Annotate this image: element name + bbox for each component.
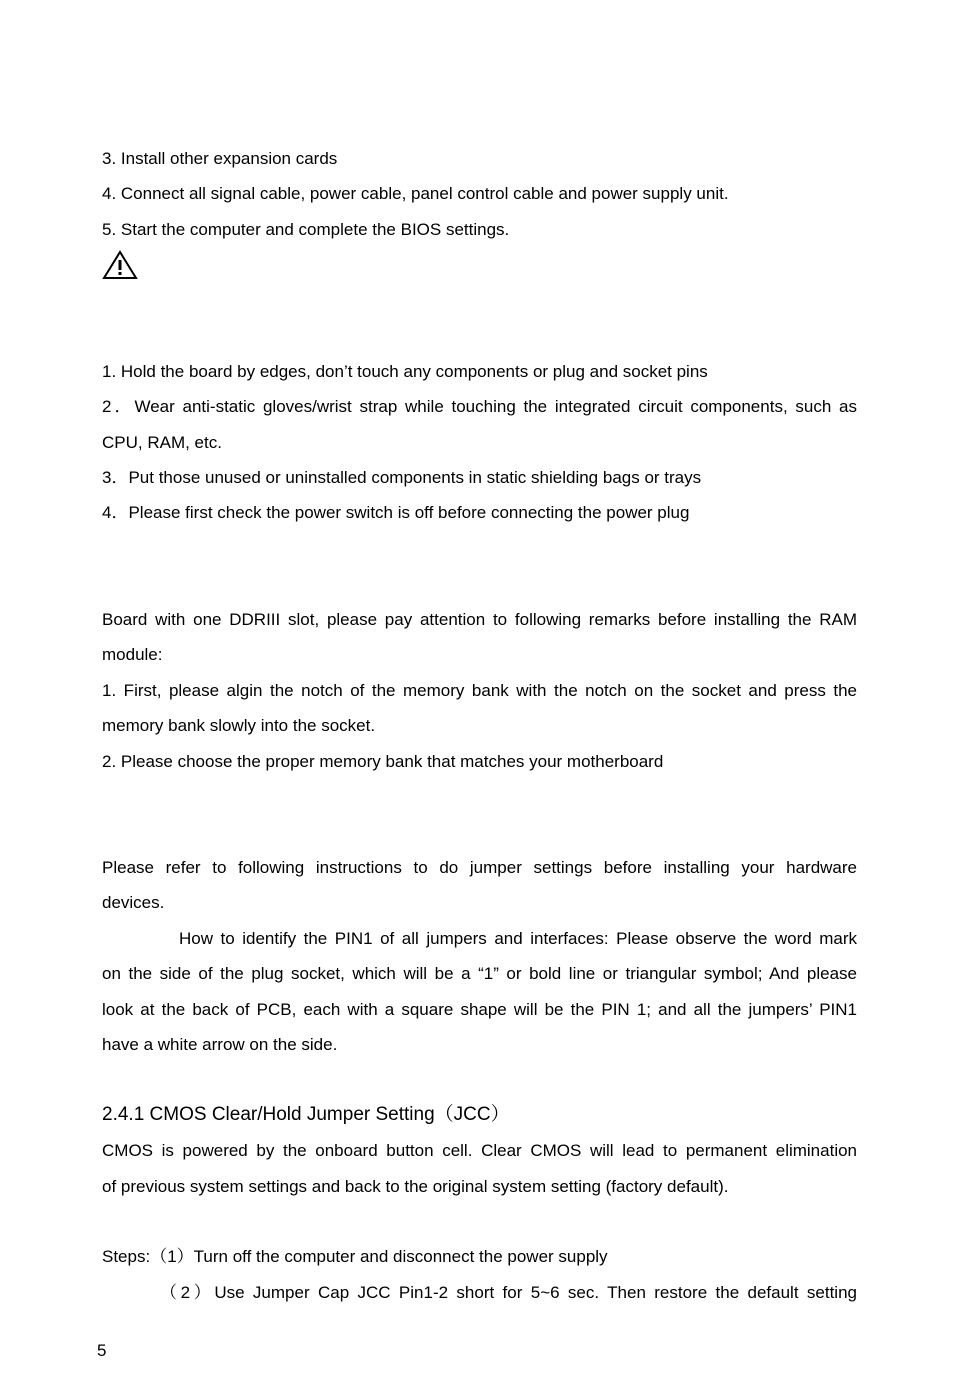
step-3-text: 3. Install other expansion cards xyxy=(102,149,338,168)
memory-step-2: 2. Please choose the proper memory bank that matches your motherboard xyxy=(102,752,664,771)
caution-item-2-cont: CPU, RAM, etc. xyxy=(102,433,222,452)
caution-item-1: 1. Hold the board by edges, don’t touch any components or plug and socket pins xyxy=(102,362,708,381)
step-5-text: 5. Start the computer and complete the BIOS settings. xyxy=(102,220,510,239)
memory-step-1-cont: memory bank slowly into the socket. xyxy=(102,716,376,735)
step-4-text: 4. Connect all signal cable, power cable, panel control cable and power supply unit. xyxy=(102,184,729,203)
cmos-para-1: CMOS is powered by the onboard button cell. Clear CMOS will lead to permanent elimination xyxy=(102,1141,857,1160)
memory-intro-cont: module: xyxy=(102,645,163,664)
caution-item-4: 4．Please first check the power switch is off before connecting the power plug xyxy=(102,503,690,522)
pin1-para-4: have a white arrow on the side. xyxy=(102,1035,338,1054)
cmos-para-2: of previous system settings and back to the original system setting (factory default). xyxy=(102,1177,729,1196)
jumper-intro: Please refer to following instructions to do jumper settings before installing your hardware xyxy=(102,858,857,877)
memory-intro: Board with one DDRIII slot, please pay attention to following remarks before installing the RAM xyxy=(102,610,857,629)
cmos-step-1: Steps:（1）Turn off the computer and disconnect the power supply xyxy=(102,1247,608,1266)
section-heading-cmos: 2.4.1 CMOS Clear/Hold Jumper Setting（JCC） xyxy=(102,1104,510,1125)
caution-item-2: 2．Wear anti-static gloves/wrist strap while touching the integrated circuit components, such as xyxy=(102,397,857,416)
jumper-intro-cont: devices. xyxy=(102,893,165,912)
pin1-para-3: look at the back of PCB, each with a square shape will be the PIN 1; and all the jumpers’ PIN1 xyxy=(102,1000,857,1019)
cmos-step-2: （2）Use Jumper Cap JCC Pin1-2 short for 5~6 sec. Then restore the default setting xyxy=(160,1283,857,1302)
pin1-para-2: on the side of the plug socket, which will be a “1” or bold line or triangular symbol; And please xyxy=(102,964,857,983)
warning-triangle-icon xyxy=(102,250,138,280)
page-number: 5 xyxy=(97,1341,107,1360)
memory-step-1: 1. First, please algin the notch of the memory bank with the notch on the socket and press the xyxy=(102,681,857,700)
caution-item-3: 3．Put those unused or uninstalled components in static shielding bags or trays xyxy=(102,468,702,487)
pin1-para-1: How to identify the PIN1 of all jumpers and interfaces: Please observe the word mark xyxy=(179,929,857,948)
